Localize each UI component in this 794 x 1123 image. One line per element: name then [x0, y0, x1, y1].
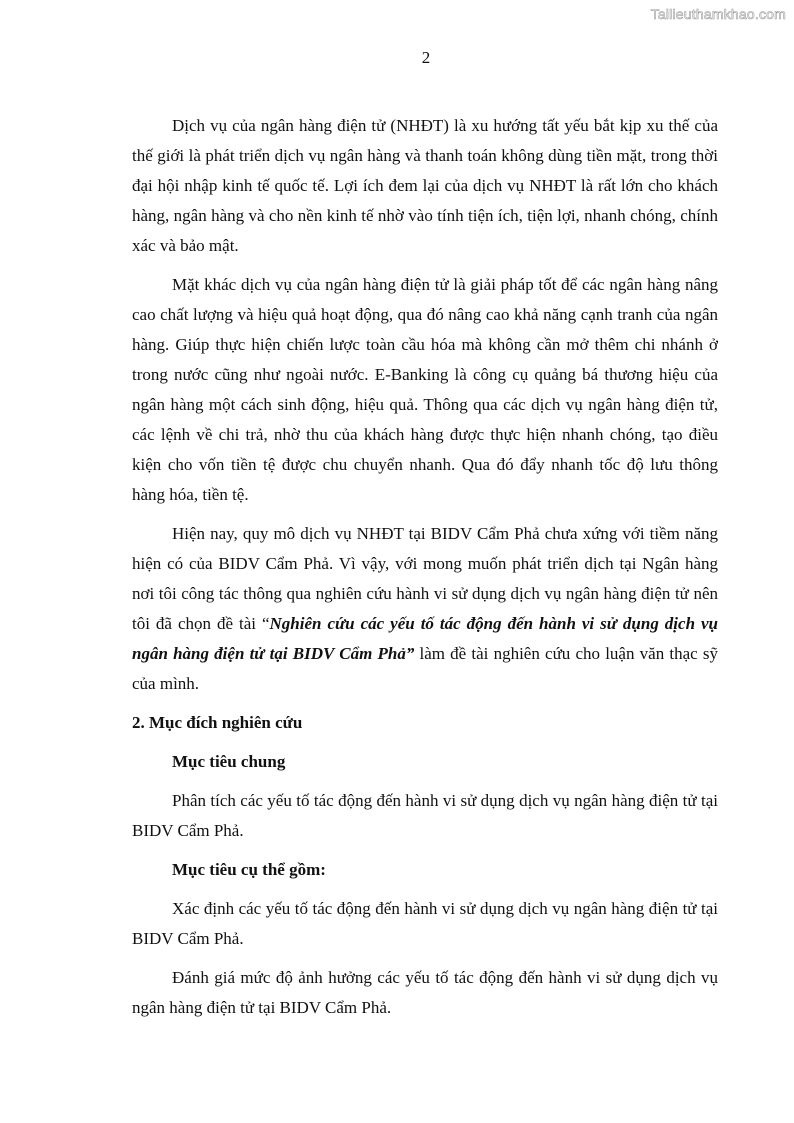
paragraph-specific-goal-1: Xác định các yếu tố tác động đến hành vi sử dụng dịch vụ ngân hàng điện tử tại BIDV Cẩm Phả.	[132, 899, 718, 948]
paragraph-ebanking-trend: Dịch vụ của ngân hàng điện tử (NHĐT) là xu hướng tất yếu bắt kịp xu thế của thế giới là phát triển dịch vụ ngân hàng và thanh toán không dùng tiền mặt, trong thời đại hội nhập kinh tế quốc tế. Lợi ích đem lại của dịch vụ NHĐT là rất lớn cho khách hàng, ngân hàng và cho nền kinh tế nhờ vào tính tiện ích, tiện lợi, nhanh chóng, chính xác và bảo mật.	[132, 116, 718, 255]
paragraph-specific-goal-2: Đánh giá mức độ ảnh hưởng các yếu tố tác động đến hành vi sử dụng dịch vụ ngân hàng điện tử tại BIDV Cẩm Phả.	[132, 968, 718, 1017]
subheading-specific-goals: Mục tiêu cụ thể gồm:	[172, 860, 326, 879]
document-body	[132, 111, 718, 1032]
subheading-general-goal: Mục tiêu chung	[172, 752, 286, 771]
page-number: 2	[421, 48, 431, 67]
topic-outro-text: làm đề tài nghiên cứu cho luận văn thạc sỹ của mình.	[132, 644, 718, 693]
thesis-title: Nghiên cứu các yếu tố tác động đến hành vi sử dụng dịch vụ ngân hàng điện tử tại BIDV Cẩm Phả”	[132, 614, 718, 663]
paragraph-ebanking-benefits: Mặt khác dịch vụ của ngân hàng điện tử là giải pháp tốt để các ngân hàng nâng cao chất lượng và hiệu quả hoạt động, qua đó nâng cao khả năng cạnh tranh của ngân hàng. Giúp thực hiện chiến lược toàn cầu hóa mà không cần mở thêm chi nhánh ở trong nước cũng như ngoài nước. E-Banking là công cụ quảng bá thương hiệu của ngân hàng một cách sinh động, hiệu quả. Thông qua các dịch vụ ngân hàng điện tử, các lệnh về chi trả, nhờ thu của khách hàng được thực hiện nhanh chóng, tạo điều kiện cho vốn tiền tệ được chu chuyển nhanh. Qua đó đẩy nhanh tốc độ lưu thông hàng hóa, tiền tệ.	[132, 275, 718, 504]
paragraph-general-goal: Phân tích các yếu tố tác động đến hành vi sử dụng dịch vụ ngân hàng điện tử tại BIDV Cẩm Phả.	[132, 791, 718, 840]
watermark: Tailieuthamkhao.com	[650, 6, 786, 22]
section-heading-research-purpose: 2. Mục đích nghiên cứu	[132, 713, 303, 732]
topic-intro-text: Hiện nay, quy mô dịch vụ NHĐT tại BIDV Cẩm Phả chưa xứng với tiềm năng hiện có của BIDV Cẩm Phả. Vì vậy, với mong muốn phát triển dịch tại Ngân hàng nơi tôi công tác thông qua nghiên cứu hành vi sử dụng dịch vụ ngân hàng điện tử nên tôi đã chọn đề tài “	[132, 524, 718, 633]
paragraph-topic-selection	[132, 519, 718, 699]
